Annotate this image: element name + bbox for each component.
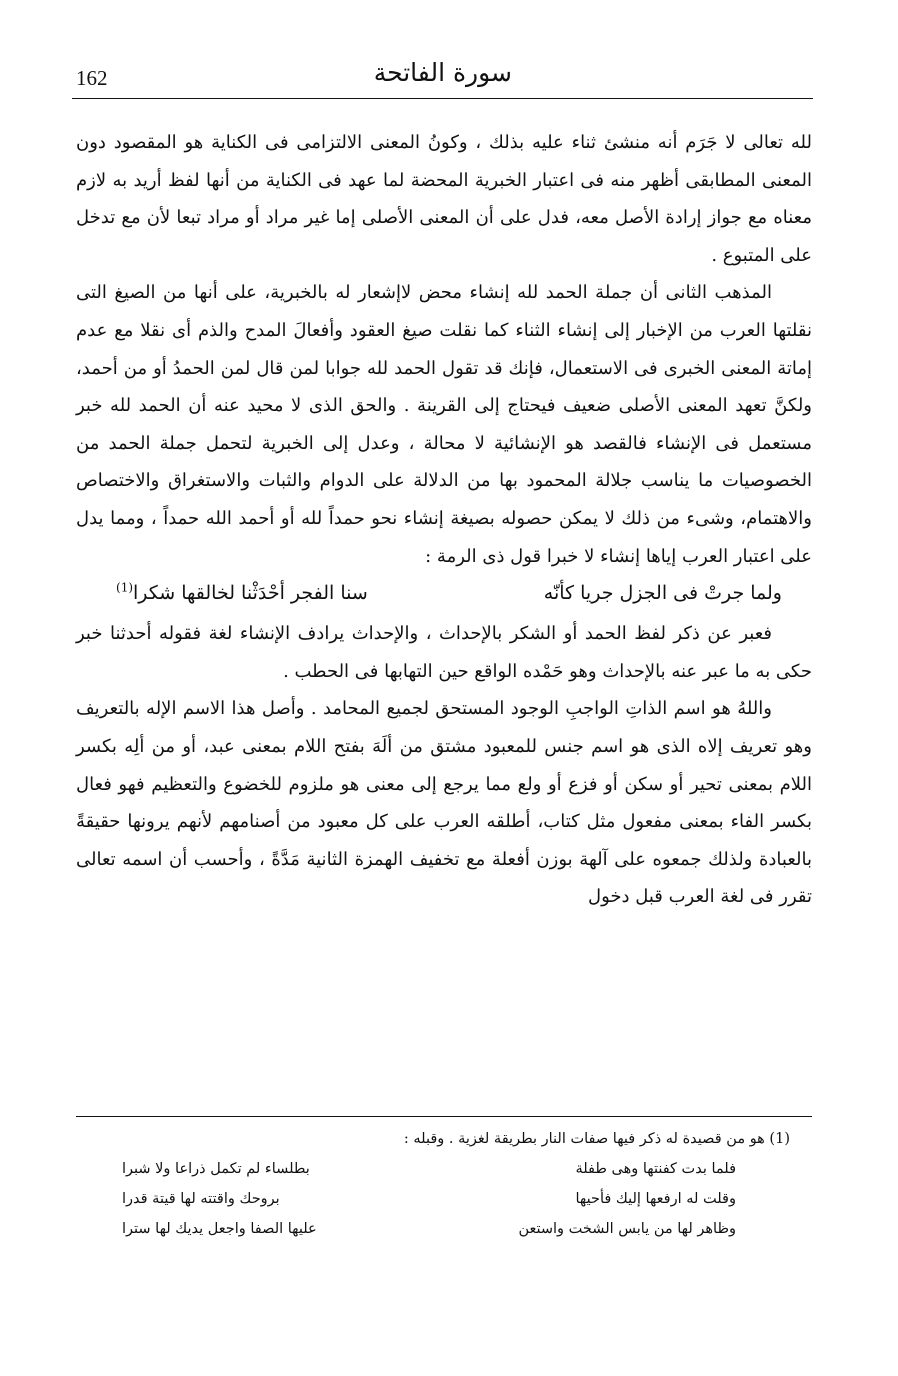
footnote-rule [76,1116,812,1117]
paragraph-1: لله تعالى لا جَرَم أنه منشئ ثناء عليه بذلك ، وكونُ المعنى الالتزامى فى الكناية هو المقصود دون المعنى المطابقى أظهر منه فى اعتبار الخبرية المحضة لما عهد فى الكناية من أنها لفظ أريد به لازم معناه مع جواز إرادة الأصل معه، فدل على أن المعنى الأصلى إما غير مراد أو مراد تبعا لأن مع تدخل على المتبوع . [76,132,812,266]
footnote-verse [96,1154,796,1184]
page-number: 162 [76,66,108,90]
footnote-verse [96,1214,796,1244]
footnote-verse-hemistich-2: عليها الصفا واجعل يديك لها سترا [122,1221,317,1237]
footnote-marker: (1) [116,580,134,595]
header-rule [72,98,813,99]
paragraph-2: المذهب الثانى أن جملة الحمد لله إنشاء محض لاإشعار له بالخبرية، على أنها من الصيغ التى نقلتها العرب من الإخبار إلى إنشاء الثناء كما نقلت صيغ العقود وأفعالَ المدح والذم أى نقلا مع عدم إماتة المعنى الخبرى فى الاستعمال، فإنك قد تقول الحمد لله جوابا لمن قال لمن الحمدُ أو من أحمد، ولكنَّ تعهد المعنى الأصلى ضعيف فيحتاج إلى القرينة . والحق الذى لا محيد عنه أن الحمد لله خبر مستعمل فى الإنشاء فالقصد هو الإنشائية لا محالة ، وعدل إلى الخبرية لتحمل جملة الحمد من الخصوصيات ما يناسب جلالة المحمود بها من الدلالة على الدوام والثبات والاستغراق والاختصاص والاهتمام، وشىء من ذلك لا يمكن حصوله بصيغة إنشاء نحو حمداً لله أو أحمد الله حمداً ، ومما يدل على اعتبار العرب إياها إنشاء لا خبرا قول ذى الرمة : [76,282,812,567]
footnote-verse-hemistich-2: بروحك واقتته لها قيتة قدرا [122,1191,280,1207]
main-text [76,124,812,916]
footnote-verse-hemistich-1: وظاهر لها من يابس الشخت واستعن [518,1221,736,1237]
paragraph-4: واللهُ هو اسم الذاتِ الواجبِ الوجود المستحق لجميع المحامد . وأصل هذا الاسم الإله بالتعريف وهو تعريف إلاه الذى هو اسم جنس للمعبود مشتق من ألَهَ بفتح اللام بمعنى عبد، أو من ألِه بكسر اللام بمعنى تحير أو سكن أو فزع أو ولع مما يرجع إلى معنى هو ملزوم للخضوع والتعظيم فهو فعال بكسر الفاء بمعنى مفعول مثل كتاب، أطلقه العرب على كل معبود من أصنامهم لأنهم يرونها حقيقةً بالعبادة ولذلك جمعوه على آلهة بوزن أفعلة مع تخفيف الهمزة الثانية مَدَّةً ، وأحسب أن اسمه تعالى تقرر فى لغة العرب قبل دخول [76,698,812,908]
footnote-verse-hemistich-2: بطلساء لم تكمل ذراعا ولا شبرا [122,1161,310,1177]
verse-hemistich-1: ولما جرتْ فى الجزل جريا كأنّه [543,582,782,605]
verse-hemistich-2-text: سنا الفجر أحْدَثْنا لخالقها شكرا [133,582,368,605]
footnote-verse-hemistich-1: وقلت له ارفعها إليك فأحيها [575,1191,736,1207]
verse-hemistich-2 [116,575,368,613]
poetry-verse [76,575,812,615]
page-header [72,52,812,96]
footnote-verse-hemistich-1: فلما بدت كفنتها وهى طفلة [575,1161,736,1177]
running-title: سورة الفاتحة [373,58,512,87]
footnote-verse [96,1184,796,1214]
footnote-intro: (1) هو من قصيدة له ذكر فيها صفات النار بطريقة لغزية . وقبله : [403,1131,790,1147]
paragraph-3: فعبر عن ذكر لفظ الحمد أو الشكر بالإحداث ، والإحداث يرادف الإنشاء لغة فقوله أحدثنا خبر حكى به ما عبر عنه بالإحداث وهو حَمْده الواقع حين التهابها فى الحطب . [76,623,812,682]
footnotes [96,1124,796,1244]
